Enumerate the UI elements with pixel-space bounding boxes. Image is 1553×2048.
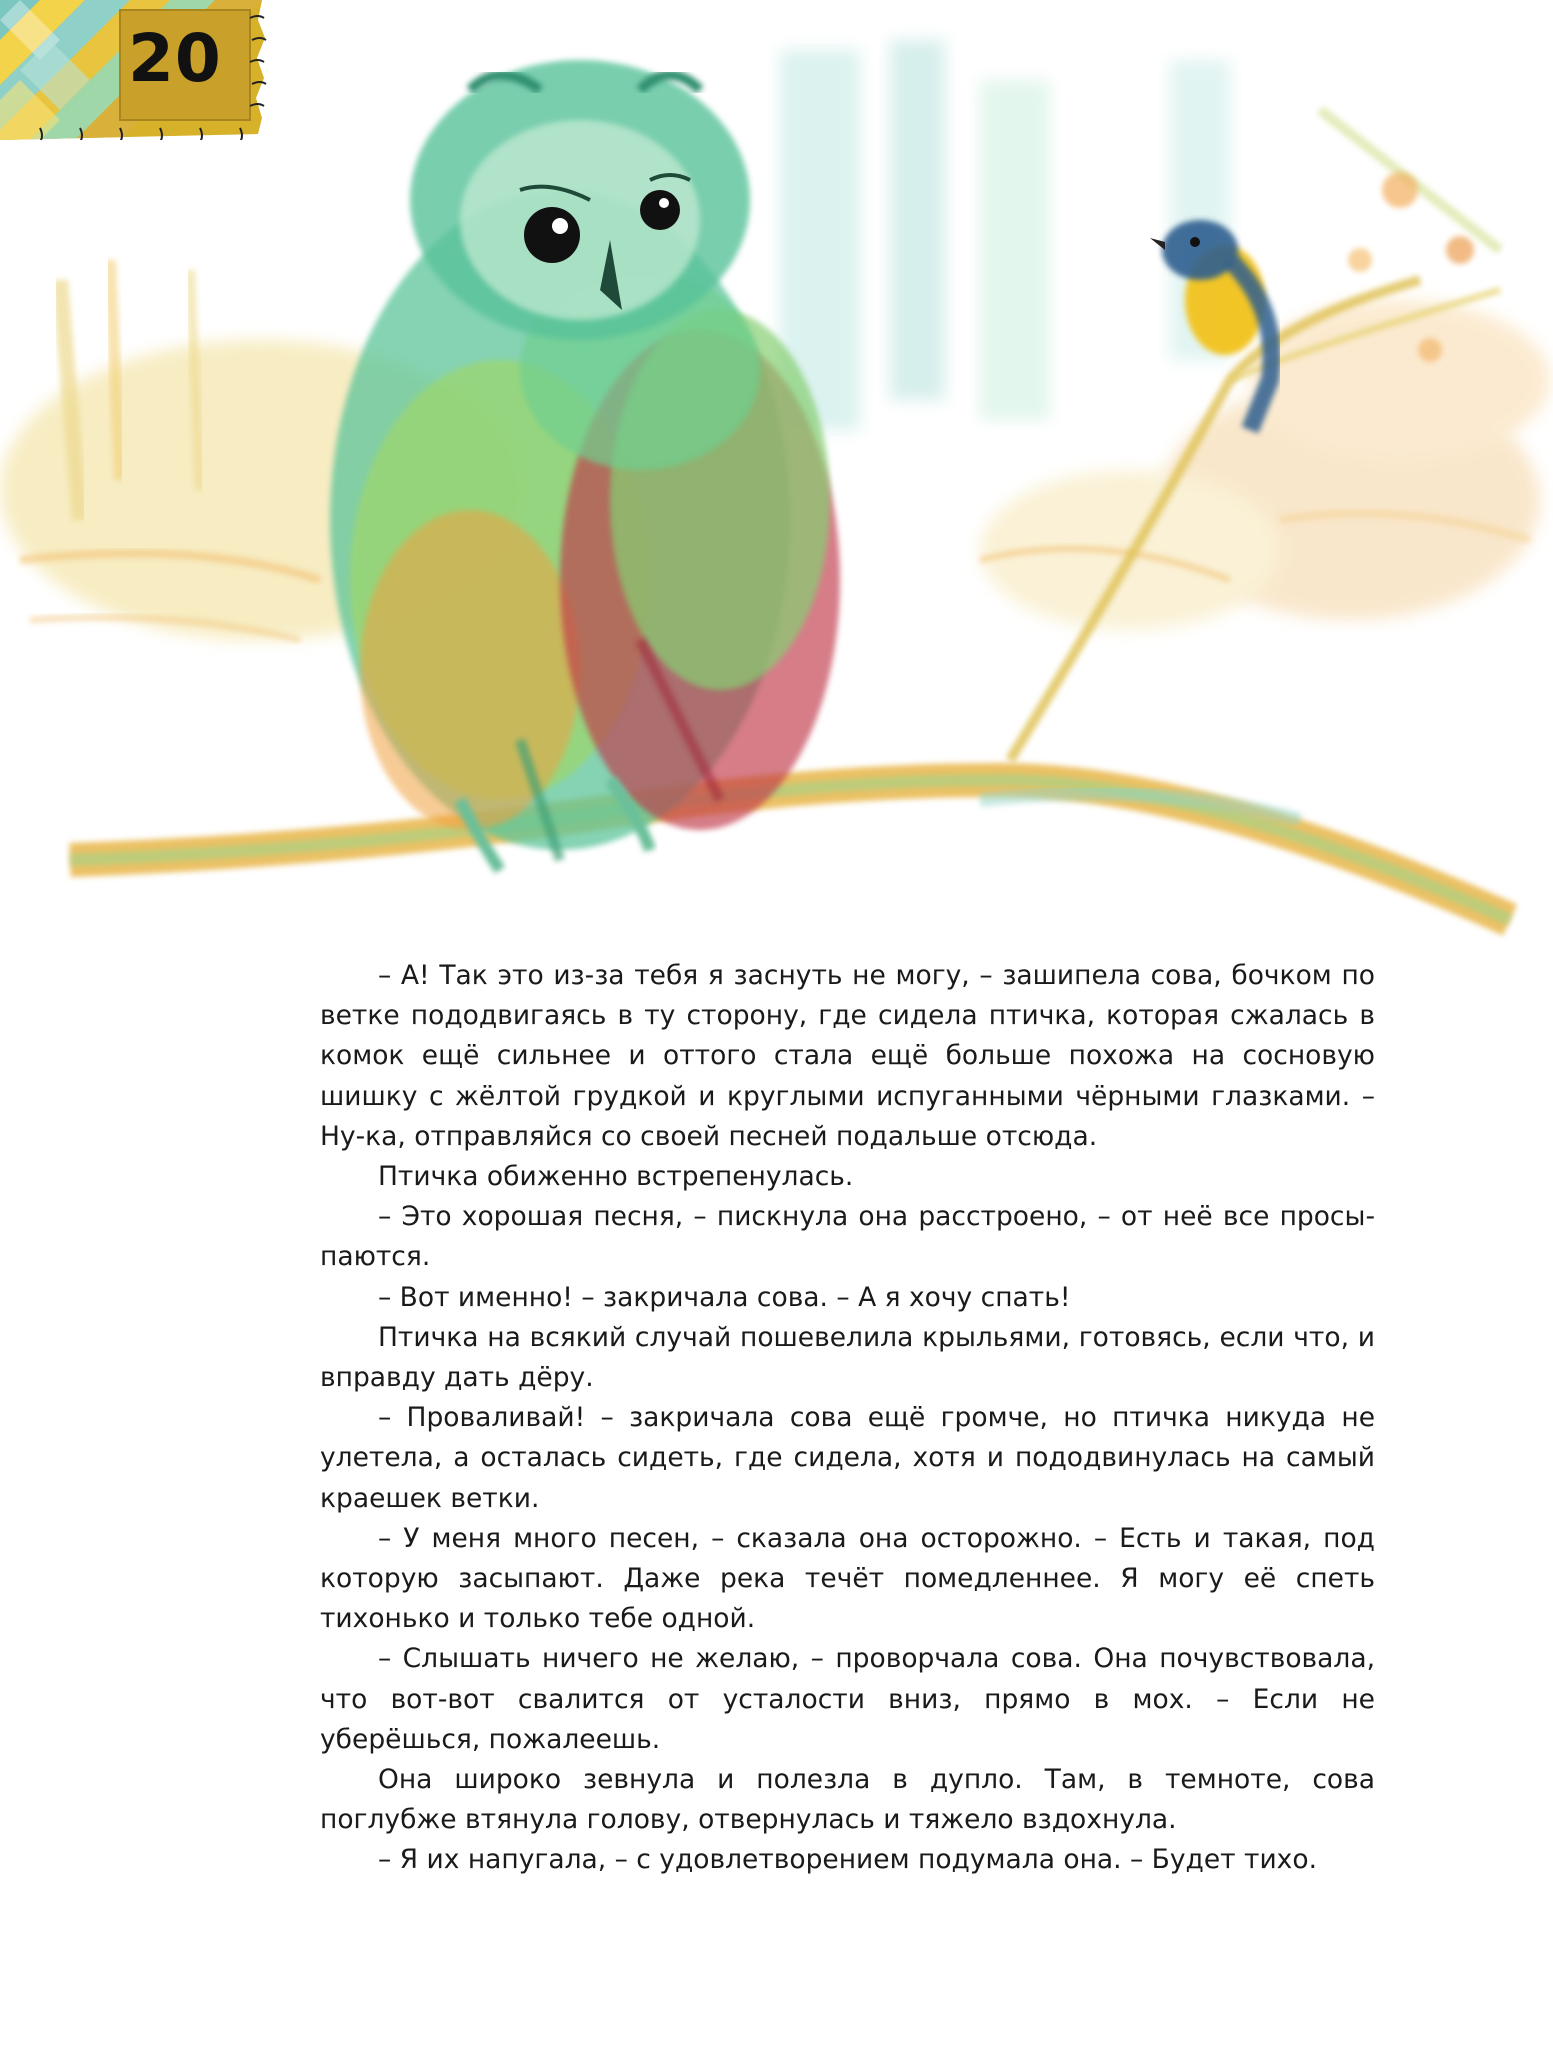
story-paragraph: Птичка на всякий случай пошевелила крыльями, готовясь, если что, и вправду дать дёру. (320, 1321, 1375, 1394)
watercolor-scene-icon (0, 20, 1553, 950)
story-paragraph: – Я их напугала, – с удовлетворением подумала она. – Будет тихо. (378, 1844, 1318, 1876)
bird (1150, 220, 1272, 430)
story-paragraph: – Проваливай! – закричала сова ещё громче, но птичка никуда не улетела, а осталась сидеть, где сидела, хотя и пододвинулась на самый краешек ветки. (320, 1402, 1375, 1514)
story-paragraph: – Вот именно! – закричала сова. – А я хочу спать! (378, 1281, 1071, 1313)
story-text (320, 956, 1375, 1881)
owl-and-bird-illustration (0, 20, 1553, 950)
main-branch (70, 780, 1510, 920)
story-paragraph: – Это хорошая песня, – пискнула она расстроено, – от неё все просыпаются. (320, 1201, 1375, 1273)
page-number: 20 (128, 20, 222, 97)
story-paragraph: – У меня много песен, – сказала она осторожно. – Есть и такая, под которую засыпают. Даже река течёт помедленнее. Я могу её спеть тихонько и только тебе одной. (320, 1522, 1375, 1635)
story-paragraph: Она широко зевнула и полезла в дупло. Там, в темноте, сова поглубже втянула голову, отвернулась и тяжело вздохнула. (320, 1764, 1375, 1836)
owl (330, 60, 840, 870)
story-paragraph: Птичка обиженно встрепенулась. (378, 1161, 854, 1193)
story-paragraph: – Слышать ничего не желаю, – проворчала сова. Она почувствовала, что вот-вот свалится от усталости вниз, прямо в мох. – Если не уберёшься, пожалеешь. (320, 1643, 1375, 1755)
story-paragraph: – А! Так это из-за тебя я заснуть не могу, – зашипела сова, бочком по ветке пододвигаясь в ту сторону, где сидела птичка, которая сжалась в комок ещё сильнее и оттого стала ещё больше похожа на сосновую шишку с жёлтой грудкой и круглыми испуганными чёрными глазками. – Ну-ка, отправляйся со своей песней подальше отсюда. (320, 960, 1375, 1152)
